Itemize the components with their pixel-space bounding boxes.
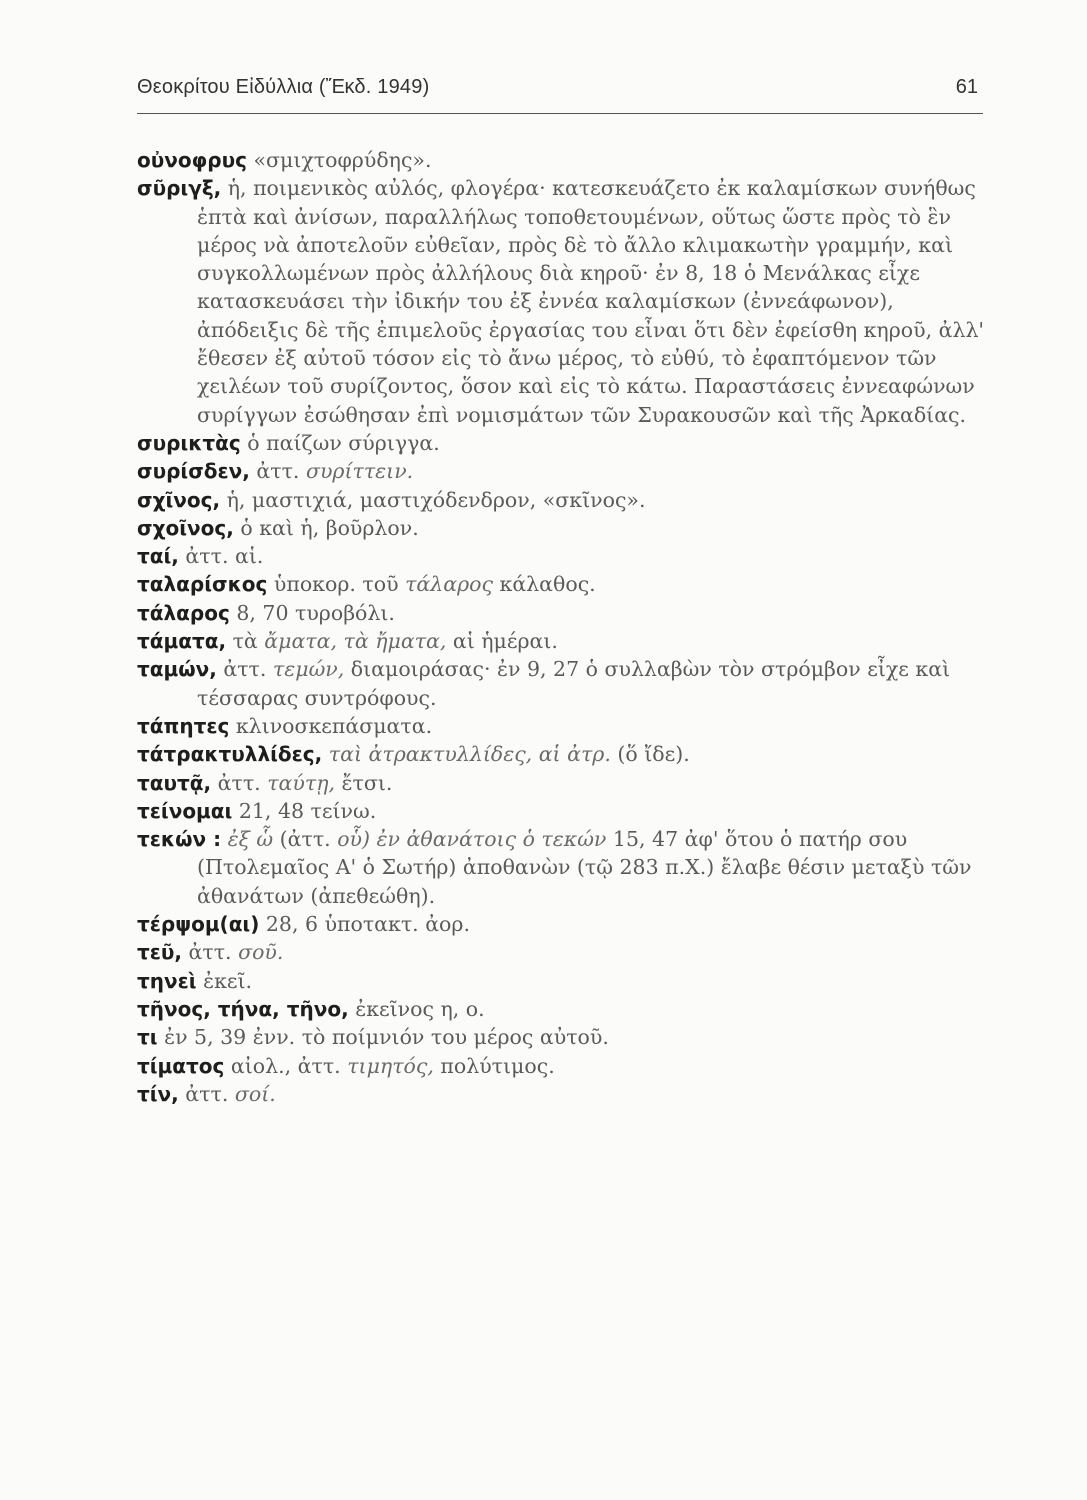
definition: αἰολ., ἀττ. (224, 1053, 348, 1078)
definition: ἀττ. (182, 940, 239, 965)
definition-cont-2: 15, 47 ἀφ' ὅτου ὁ πατήρ σου (Πτολεμαῖος Α' ὁ Σωτήρ) ἀποθανὼν (τῷ 283 π.Χ.) ἔλαβε θέσιν μεταξὺ τῶν ἀθανάτων (ἀπεθεώθη). (197, 827, 972, 908)
glossary-entry (137, 429, 985, 457)
definition: ἐκεῖ. (196, 968, 253, 993)
definition: ἀττ. (249, 459, 306, 484)
headword: τείνομαι (137, 798, 233, 823)
header-rule (137, 113, 983, 114)
definition-italic: ἐξ ὧ (227, 827, 274, 852)
headword: τάτρακτυλλίδες, (137, 742, 323, 767)
definition: τὰ (226, 629, 265, 654)
headword: τῆνος, τήνα, τῆνο, (137, 996, 349, 1021)
headword: τάπητες (137, 713, 230, 738)
headword: ταμών, (137, 657, 217, 682)
definition-italic: συρίττειν. (305, 459, 414, 484)
glossary-entry (137, 712, 985, 740)
headword: ταί, (137, 544, 179, 569)
running-title: Θεοκρίτου Εἰδύλλια (Ἔκδ. 1949) (137, 76, 430, 98)
definition: «σμιχτοφρύδης». (246, 148, 432, 172)
headword: οὐνοφρυς (137, 148, 247, 172)
definition-cont: διαμοιράσας· ἐν 9, 27 ὁ συλλαβὼν τὸν στρόμβον εἶχε καὶ τέσσαρας συντρόφους. (197, 657, 951, 710)
glossary-entry (137, 967, 985, 995)
definition: ὁ παίζων σύριγγα. (240, 430, 440, 455)
page-header (137, 72, 980, 106)
glossary-entry (137, 486, 985, 514)
glossary-entry (137, 1080, 985, 1108)
headword: τίν, (137, 1081, 179, 1106)
definition: 28, 6 ὑποτακτ. ἀορ. (259, 912, 470, 937)
glossary-entry (137, 797, 985, 825)
page-number: 61 (955, 76, 978, 98)
definition-italic: τεμών, (272, 657, 345, 682)
headword: τέρψομ(αι) (137, 912, 260, 937)
headword: συρίσδεν, (137, 459, 250, 484)
definition: ἀττ. (178, 1081, 235, 1106)
definition: ἡ, ποιμενικὸς αὐλός, φλογέρα· κατεσκευάζετο ἐκ καλαμίσκων συνήθως ἑπτὰ καὶ ἀνίσων, παραλλήλως τοποθετουμένων, οὕτως ὥστε πρὸς τὸ ἓν μέρος νὰ ἀποτελοῦν εὐθεῖαν, πρὸς δὲ τὸ ἄλλο κλιμακωτὴν γραμμήν, καὶ συγκολλωμένων πρὸς ἀλλήλους διὰ κηροῦ· ἐν 8, 18 ὁ Μενάλκας εἶχε κατασκευάσει τὴν ἰδικήν του ἐξ ἐννέα καλαμίσκων (ἐννεάφωνον), ἀπόδειξις δὲ τῆς ἐπιμελοῦς ἐργασίας του εἶναι ὅτι δὲν ἐφείσθη κηροῦ, ἀλλ' ἔθεσεν ἐξ αὐτοῦ τόσον εἰς τὸ ἄνω μέρος, τὸ εὐθύ, τὸ ἐφαπτόμενον τῶν χειλέων τοῦ συρίζοντος, ὅσον καὶ εἰς τὸ κάτω. Παραστάσεις ἐννεαφώνων συρίγγων ἐσώθησαν ἐπὶ νομισμάτων τῶν Συρακουσῶν καὶ τῆς Ἀρκαδίας. (197, 176, 985, 427)
glossary-entry (137, 825, 985, 910)
glossary-entry (137, 995, 985, 1023)
definition: ἐκεῖνος η, ο. (348, 996, 485, 1021)
definition-italic: ταύτῃ, (267, 770, 335, 795)
definition-cont: κάλαθος. (493, 572, 596, 597)
headword: τεκών : (137, 827, 222, 852)
definition-italic: ἄματα, τὰ ἤματα, (264, 629, 447, 654)
headword: τεῦ, (137, 940, 182, 965)
definition-cont: (ὅ ἴδε). (610, 742, 690, 767)
definition: ἐν 5, 39 ἐνν. τὸ ποίμνιόν του μέρος αὐτοῦ. (157, 1025, 609, 1050)
glossary-entry (137, 514, 985, 542)
glossary-entry (137, 1023, 985, 1051)
definition-italic: σοῦ. (238, 940, 284, 965)
glossary-entries (137, 146, 985, 1108)
glossary-entry (137, 542, 985, 570)
definition: ἀττ. αἱ. (178, 544, 264, 569)
headword: σχῖνος, (137, 487, 221, 512)
definition-cont: (ἀττ. (273, 827, 338, 852)
definition-cont: αἱ ἡμέραι. (446, 629, 558, 654)
glossary-entry (137, 740, 985, 768)
glossary-entry (137, 174, 985, 429)
glossary-entry (137, 655, 985, 712)
headword: συρικτὰς (137, 430, 241, 455)
definition-italic: τιμητός, (347, 1053, 434, 1078)
definition: ἀττ. (211, 770, 268, 795)
glossary-entry (137, 1052, 985, 1080)
glossary-entry (137, 910, 985, 938)
headword: τάλαρος (137, 600, 230, 625)
glossary-entry (137, 938, 985, 966)
glossary-entry (137, 457, 985, 485)
glossary-entry (137, 570, 985, 598)
definition: κλινοσκεπάσματα. (229, 713, 433, 738)
definition: ἡ, μαστιχιά, μαστιχόδενδρον, «σκῖνος». (220, 487, 646, 512)
definition-italic-2: οὗ) ἐν ἀθανάτοις ὁ τεκών (337, 827, 607, 852)
definition: 21, 48 τείνω. (232, 798, 377, 823)
headword: σῦριγξ, (137, 176, 222, 201)
headword: τάματα, (137, 629, 227, 654)
glossary-entry (137, 627, 985, 655)
definition-cont: ἔτσι. (335, 770, 393, 795)
headword: ταλαρίσκος (137, 572, 268, 597)
glossary-entry (137, 146, 985, 174)
definition-italic: τάλαρος (405, 572, 493, 597)
glossary-entry (137, 769, 985, 797)
definition: ὁ καὶ ἡ, βοῦρλον. (233, 515, 419, 540)
headword: τίματος (137, 1053, 225, 1078)
headword: σχοῖνος, (137, 515, 234, 540)
headword: ταυτᾷ, (137, 770, 212, 795)
definition: 8, 70 τυροβόλι. (229, 600, 395, 625)
definition-cont: πολύτιμος. (433, 1053, 555, 1078)
definition-italic: ταὶ ἀτρακτυλλίδες, αἱ ἀτρ. (328, 742, 611, 767)
glossary-entry (137, 599, 985, 627)
definition-italic: σοί. (234, 1081, 276, 1106)
headword: τηνεὶ (137, 968, 197, 993)
definition: ἀττ. (216, 657, 273, 682)
definition: ὑποκορ. τοῦ (267, 572, 406, 597)
headword: τι (137, 1025, 158, 1050)
